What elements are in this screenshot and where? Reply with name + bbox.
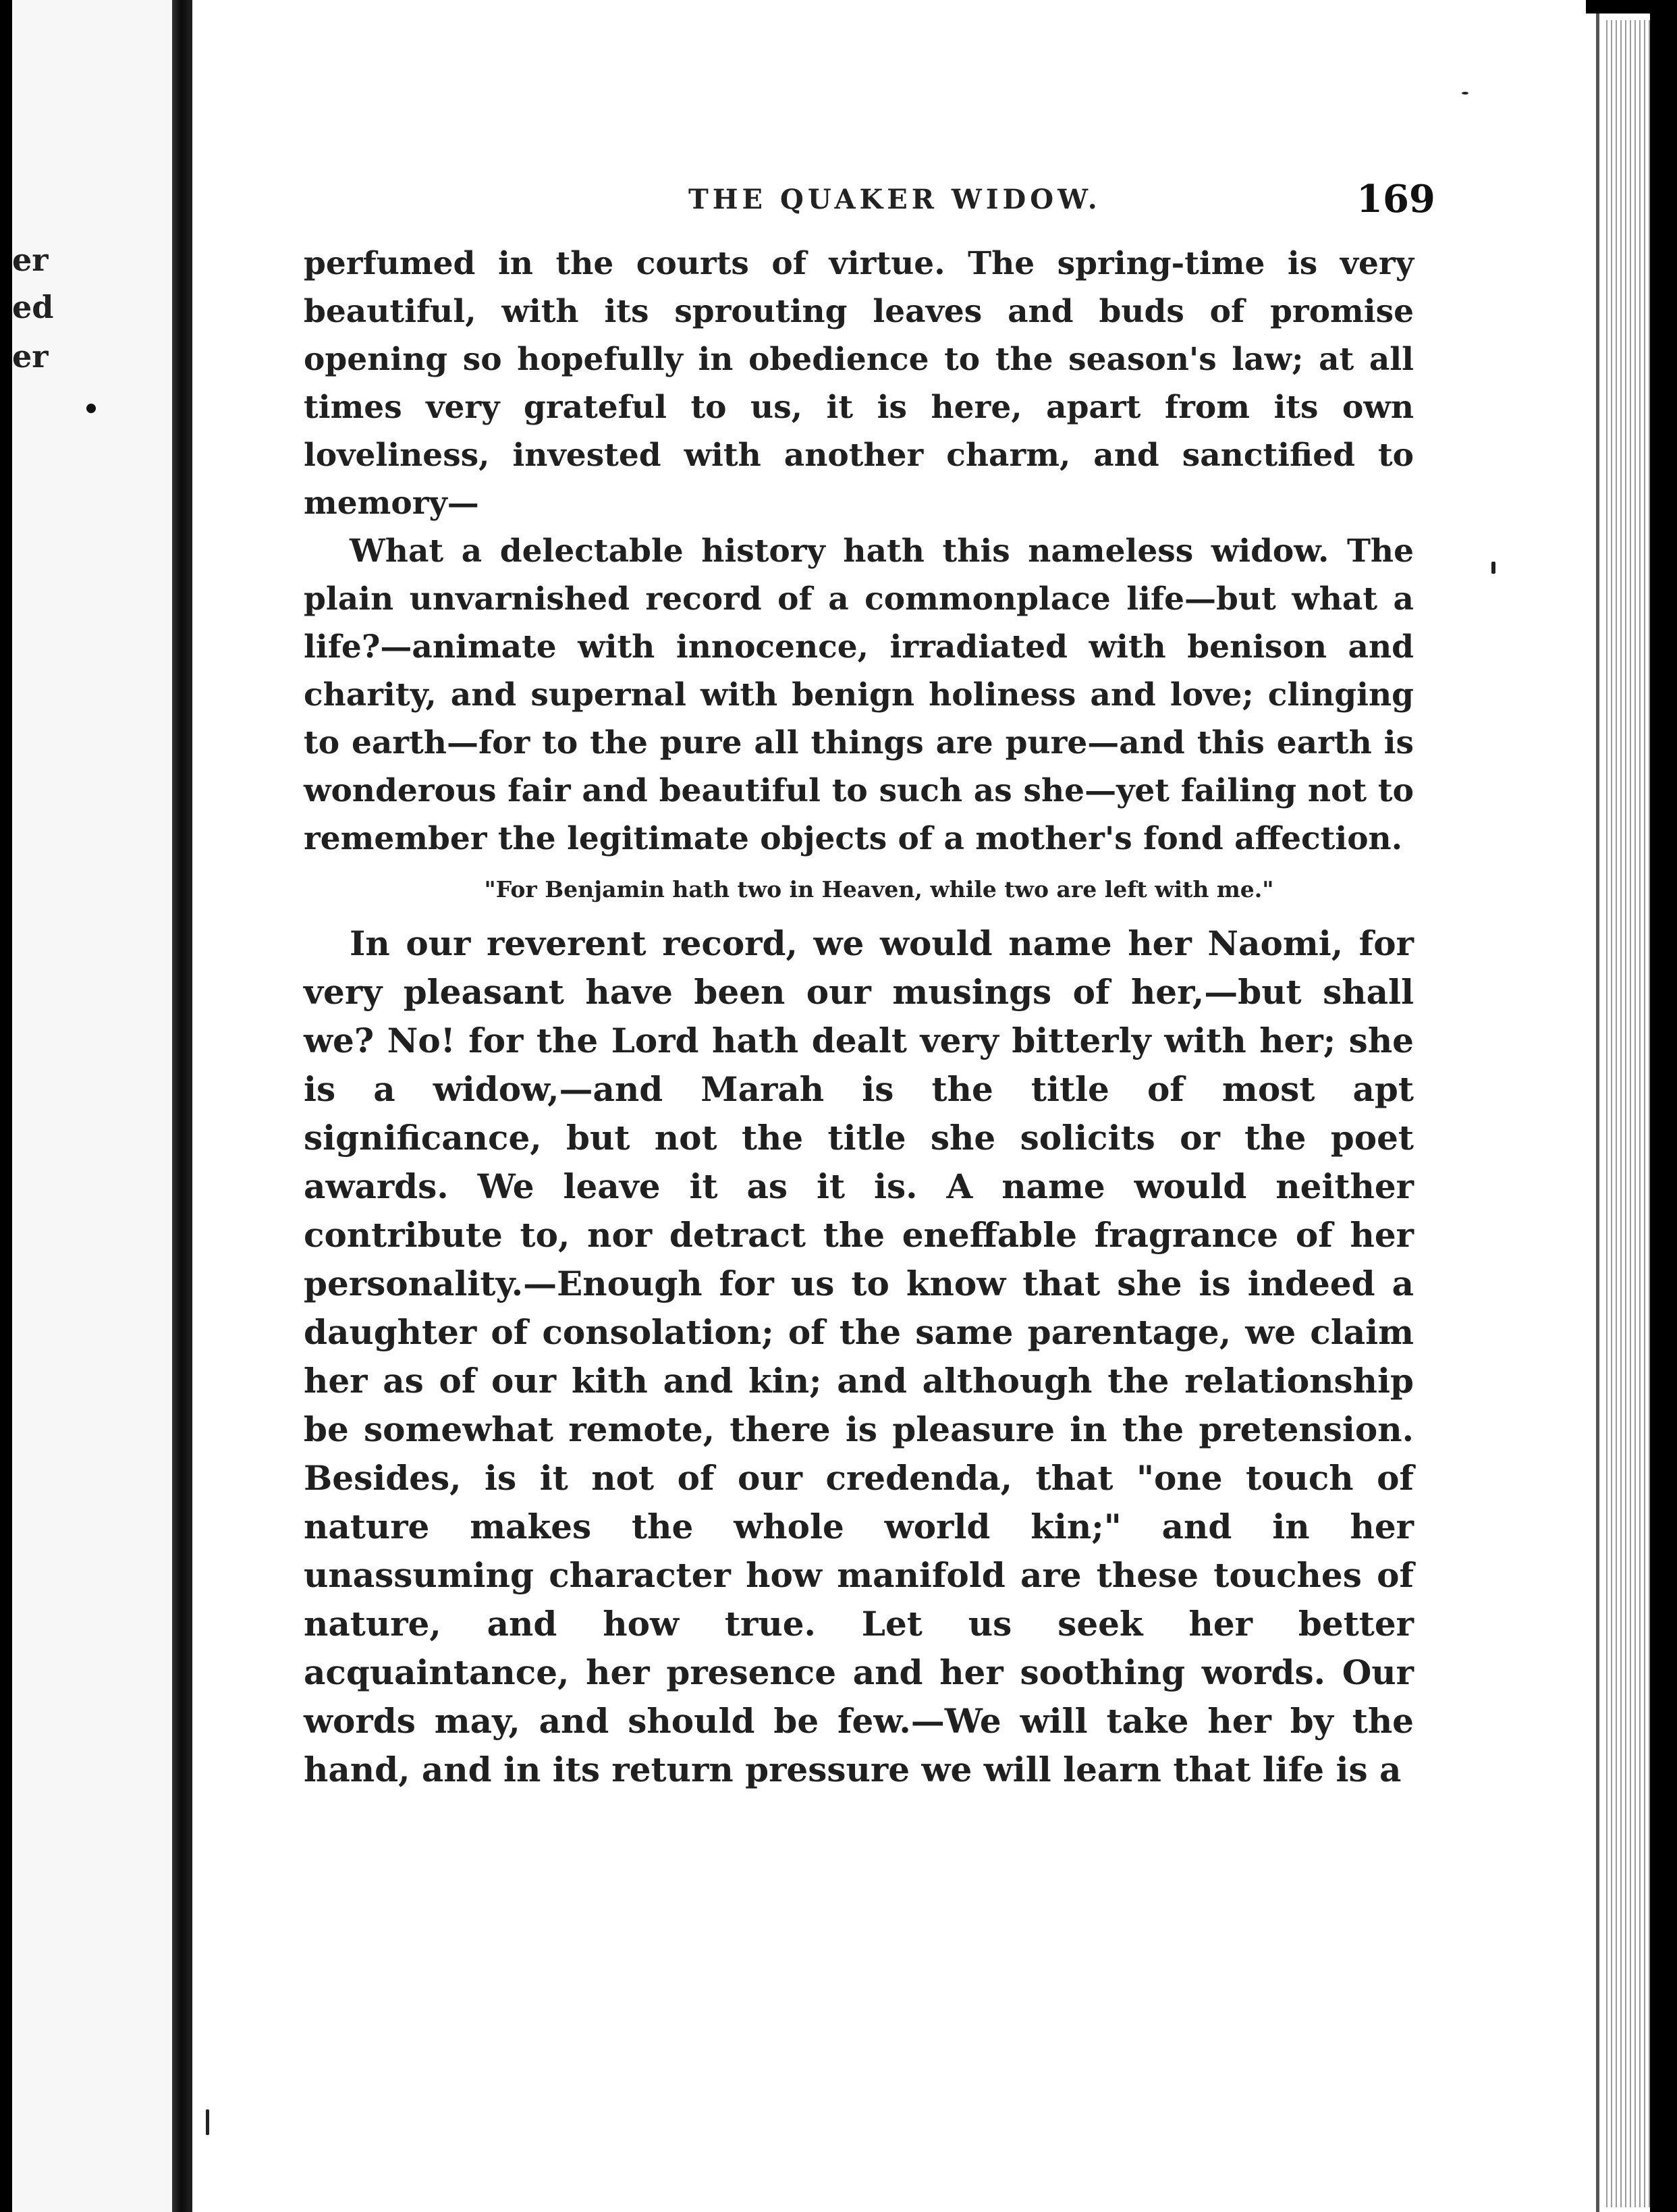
ink-speck xyxy=(86,404,96,413)
epigraph-quote: "For Benjamin hath two in Heaven, while two are left with me." xyxy=(484,876,1274,902)
page-body xyxy=(304,240,1414,1794)
page-edge-shadow xyxy=(1596,14,1599,2212)
book-gutter xyxy=(172,0,192,2212)
ink-speck xyxy=(1491,562,1495,574)
facing-page-fragment: ed xyxy=(12,289,54,325)
running-head: THE QUAKER WIDOW. xyxy=(688,184,1101,215)
facing-page-fragment: er xyxy=(12,338,49,375)
facing-page-edge xyxy=(12,0,172,2212)
paragraph-continued: perfumed in the courts of virtue. The spring-time is very beautiful, with its sprouting leaves and buds of promise opening so hopefully in obedience to the season's law; at all times very grateful to us, it is here, apart from its own loveliness, invested with another charm, and sanctified to memory— xyxy=(304,245,1414,522)
paragraph-widow-history: What a delectable history hath this nameless widow. The plain unvarnished record of a commonplace life—but what a life?—animate with innocence, irradiated with benison and charity, and supernal with benign holiness and love; clinging to earth—for to the pure all things are pure—and this earth is wonderous fair and beautiful to such as she—yet failing not to remember the legitimate objects of a mother's fond affection. xyxy=(304,533,1414,857)
scan-border-left xyxy=(0,0,12,2212)
facing-page-fragment: er xyxy=(12,242,49,278)
scan-border-right xyxy=(1650,0,1677,2212)
ink-speck xyxy=(206,2109,209,2135)
page-stack-edges xyxy=(1603,20,1650,2207)
ink-speck xyxy=(1462,92,1468,95)
page-number: 169 xyxy=(1356,177,1435,221)
paragraph-naomi: In our reverent record, we would name her Naomi, for very pleasant have been our musings of her,—but shall we? No! for the Lord hath dealt very bitterly with her; she is a widow,—and Marah is the title of most apt significance, but not the title she solicits or the poet awards. We leave it as it is. A name would neither contribute to, nor detract the eneffable fragrance of her personality.—Enough for us to know that she is indeed a daughter of consolation; of the same parentage, we claim her as of our kith and kin; and although the relationship be somewhat remote, there is pleasure in the pretension. Besides, is it not of our credenda, that "one touch of nature makes the whole world kin;" and in her unassuming character how manifold are these touches of nature, and how true. Let us seek her better acquaintance, her presence and her soothing words. Our words may, and should be few.—We will take her by the hand, and in its return pressure we will learn that life is a xyxy=(304,923,1414,1789)
